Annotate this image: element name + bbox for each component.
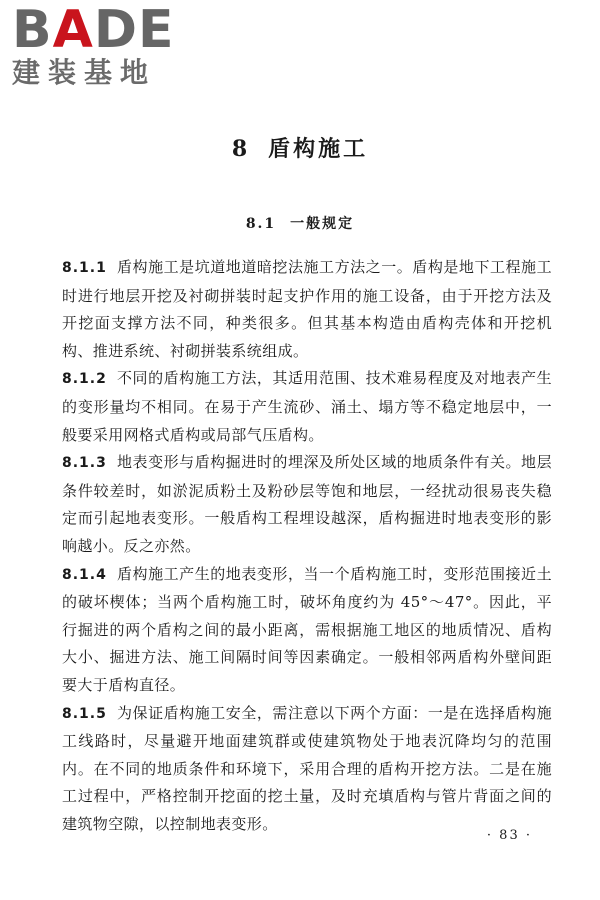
- clause-number: 8.1.4: [62, 566, 107, 583]
- clause-text: 盾构施工是坑道地道暗挖法施工方法之一。盾构是地下工程施工时进行地层开挖及衬砌拼装时起支护作用的施工设备，由于开挖方法及开挖面支撑方法不同，种类很多。但其基本构造由盾构壳体和开挖机构、推进系统、衬砌拼装系统组成。: [62, 258, 552, 360]
- bade-logo: [12, 2, 182, 90]
- clause-text: 盾构施工产生的地表变形，当一个盾构施工时，变形范围接近土的破坏楔体；当两个盾构施工时，破坏角度约为 45°～47°。因此，平行掘进的两个盾构之间的最小距离，需根据施工地区的地质情况、盾构大小、掘进方法、施工间隔时间等因素确定。一般相邻两盾构外壁间距要大于盾构直径。: [62, 564, 552, 694]
- chapter-title: [0, 132, 600, 163]
- clause-8-1-3: [62, 449, 552, 560]
- clause-number: 8.1.3: [62, 455, 107, 472]
- clause-list: [62, 254, 552, 838]
- clause-number: 8.1.1: [62, 260, 107, 276]
- clause-8-1-4: [62, 561, 552, 700]
- clause-number: 8.1.5: [62, 705, 107, 722]
- logo-subtitle: 建装基地: [12, 56, 157, 89]
- clause-8-1-5: [62, 700, 552, 839]
- clause-number: 8.1.2: [62, 371, 107, 388]
- clause-text: 为保证盾构施工安全，需注意以下两个方面：一是在选择盾构施工线路时，尽量避开地面建筑群或使建筑物处于地表沉降均匀的范围内。在不同的地质条件和环境下，采用合理的盾构开挖方法。二是在施工过程中，严格控制开挖面的挖土量，及时充填盾构与管片背面之间的建筑物空隙，以控制地表变形。: [62, 703, 552, 833]
- clause-text: 地表变形与盾构掘进时的埋深及所处区域的地质条件有关。地层条件较差时，如淤泥质粉土及粉砂层等饱和地层，一经扰动很易丧失稳定而引起地表变形。一般盾构工程埋设越深，盾构掘进时地表变形的影响越小。反之亦然。: [62, 453, 552, 555]
- section-number: 8.1: [245, 216, 277, 232]
- section-title-text: 一般规定: [290, 216, 355, 232]
- section-title: [0, 213, 600, 233]
- clause-text: 不同的盾构施工方法，其适用范围、技术难易程度及对地表产生的变形量均不相同。在易于产生流砂、涌土、塌方等不稳定地层中，一般要采用网格式盾构或局部气压盾构。: [62, 369, 552, 444]
- clause-8-1-2: [62, 365, 552, 449]
- chapter-title-text: 盾构施工: [268, 136, 369, 162]
- logo-wordmark: B A DE: [12, 0, 175, 60]
- chapter-number: 8: [231, 136, 251, 162]
- page-number: · 83 ·: [486, 828, 532, 843]
- clause-8-1-1: [62, 254, 552, 365]
